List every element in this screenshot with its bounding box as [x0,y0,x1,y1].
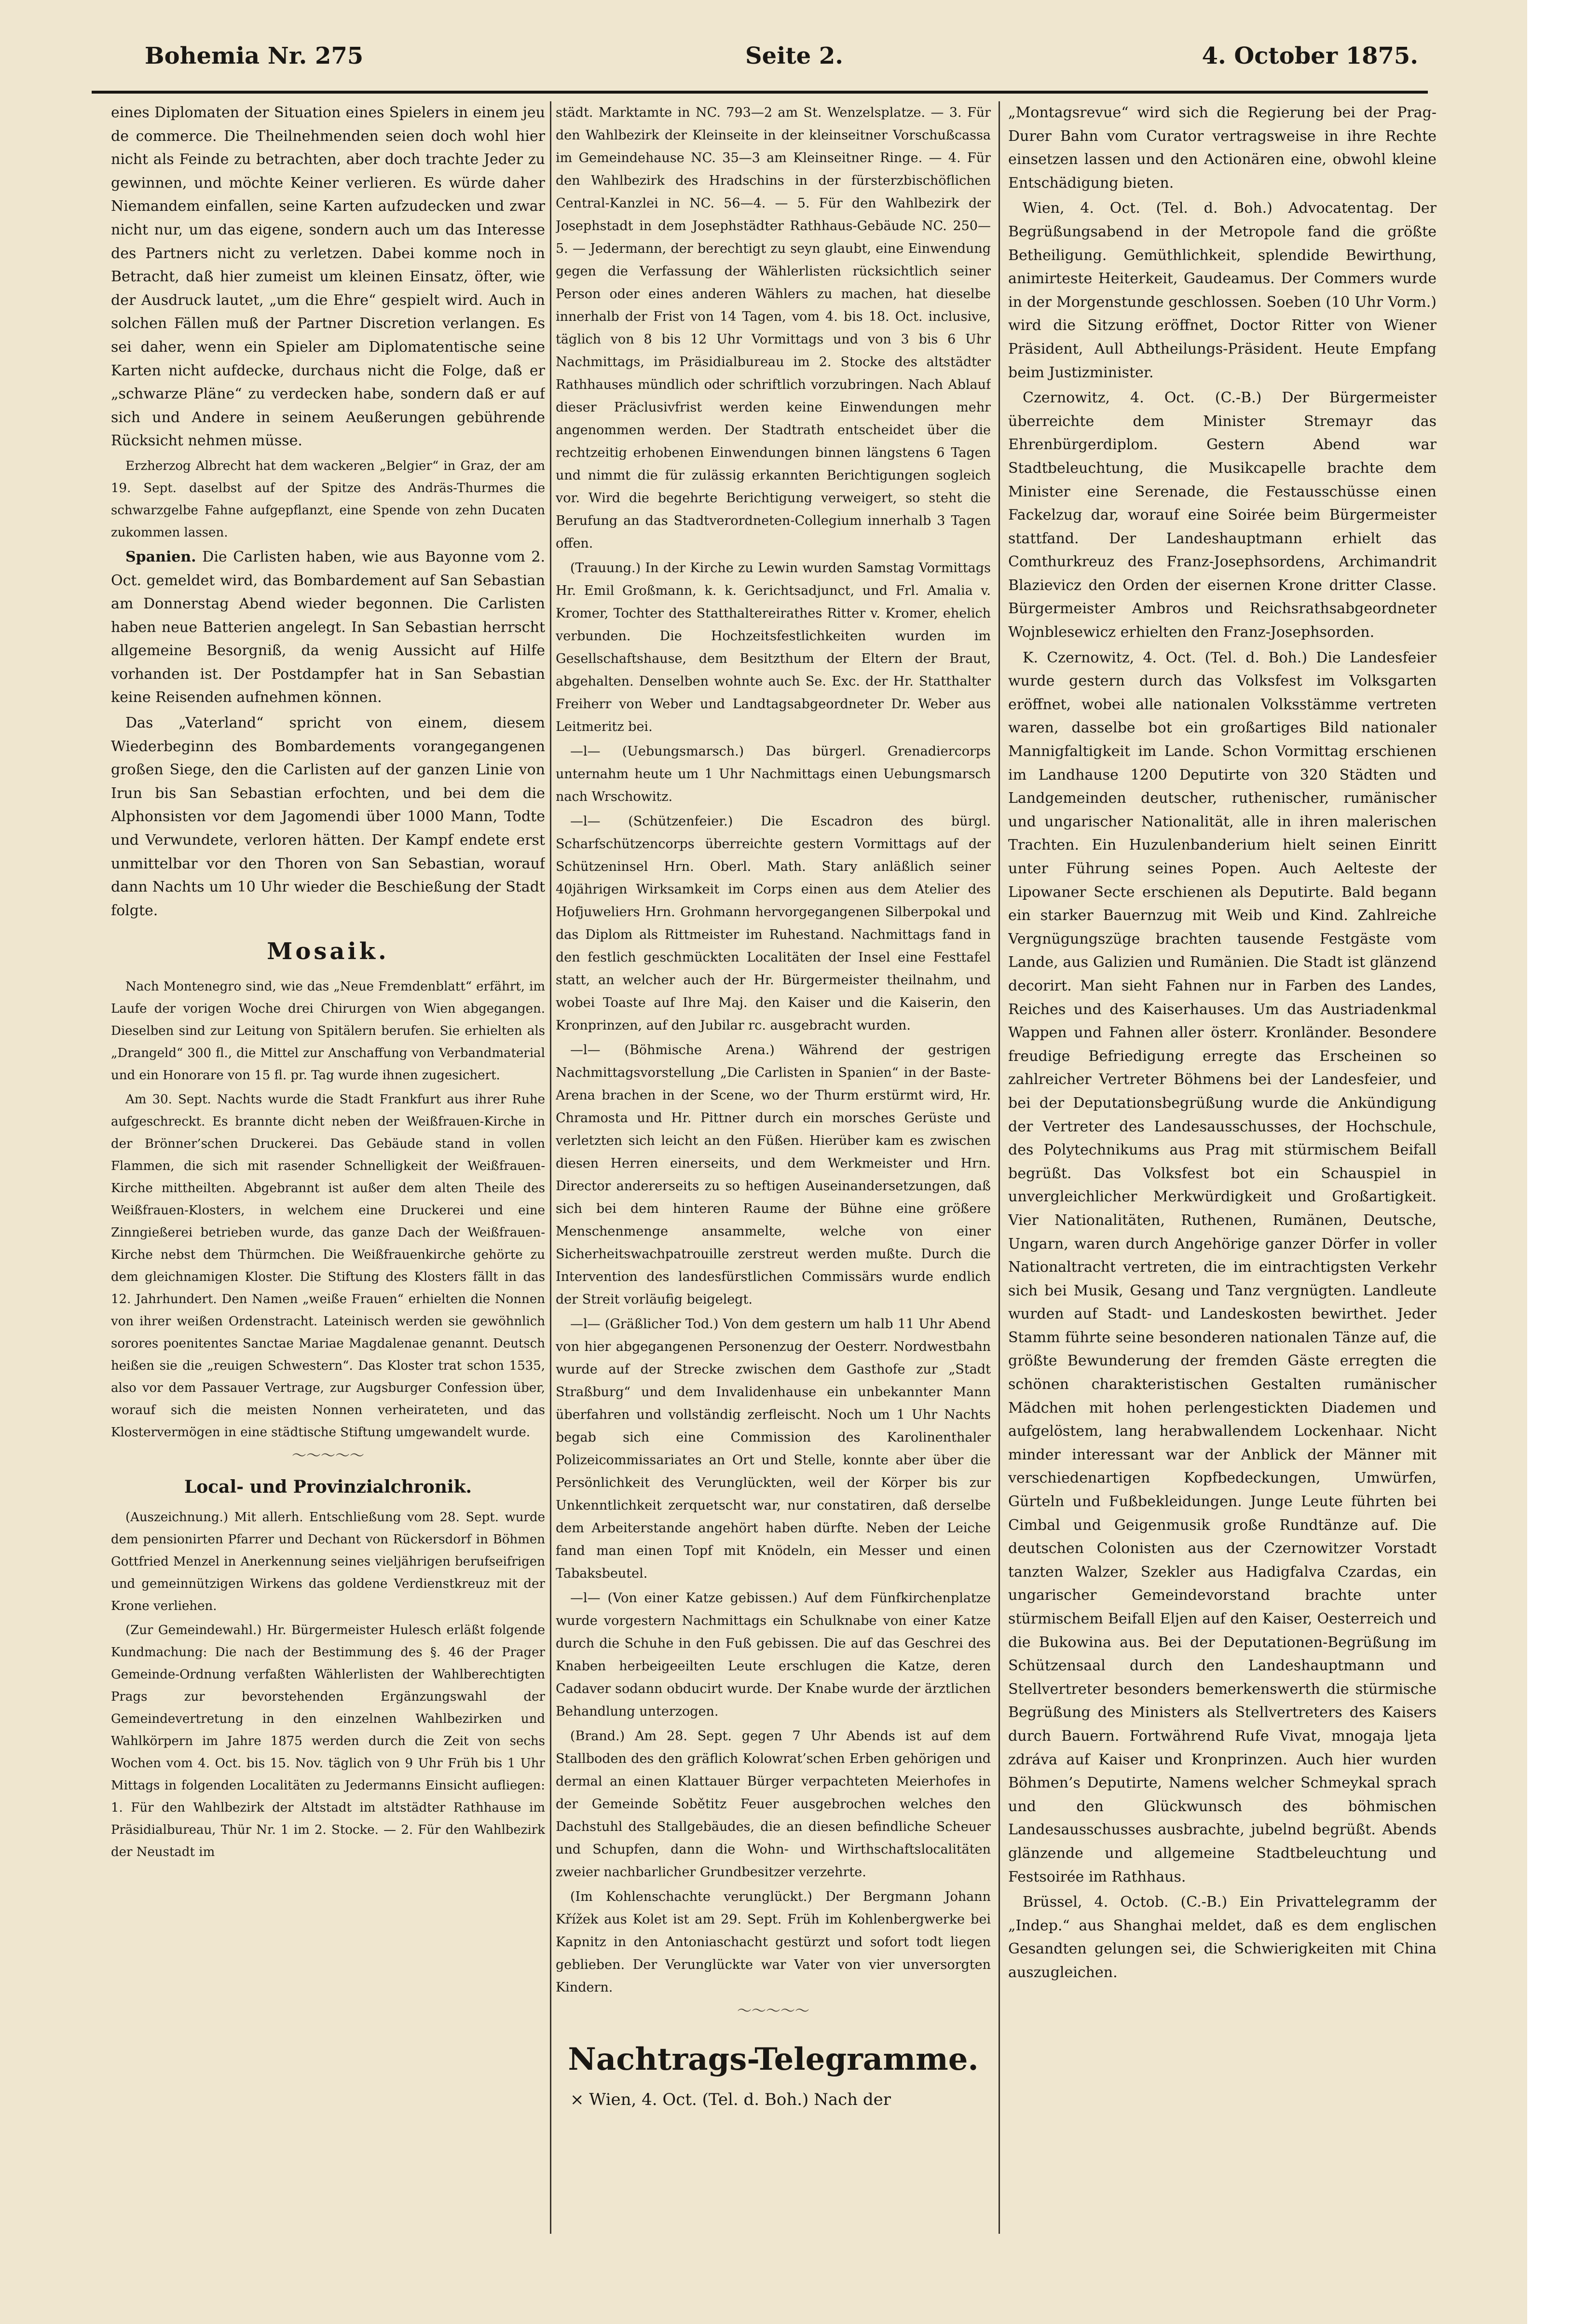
section-heading: Nachtrags-Telegramme. [568,2041,979,2077]
article-text: Die Carlisten haben, wie aus Bayonne vom 2. Oct. gemeldet wird, das Bombardement auf San Sebastian am Donnerstag Abend wieder begonnen. Die Carlisten haben neue Batterien angelegt. In San Sebastian herrscht allgemeine Besorgniß, da wenig Aussicht auf Hilfe vorhanden ist. Der Postdampfer hat in San Sebastian keine Reisenden aufnehmen können. [111,548,545,706]
article-paragraph: K. Czernowitz, 4. Oct. (Tel. d. Boh.) Die Landesfeier wurde gestern durch das Volksfest im Volksgarten eröffnet, wobei alle nationalen Volksstämme vertreten waren, dasselbe bot ein großartiges Bild nationaler Mannigfaltigkeit im Lande. Schon Vormittag erschienen im Landhause 1200 Deputirte von 320 Städten und Landgemeinden deutscher, ruthenischer, rumänischer und ungarischer Nationalität, alle in ihren malerischen Trachten. Ein Huzulenbanderium hielt seinen Einritt unter Führung seines Popen. Auch Aelteste der Lipowaner Secte erschienen als Deputirte. Bald begann ein starker Bauernzug mit Weib und Kind. Zahlreiche Vergnügungszüge brachten tausende Festgäste vom Lande, aus Galizien und Rumänien. Die Stadt ist glänzend decorirt. Man sieht Fahnen nur in Farben des Landes, Reiches und des Kaiserhauses. Um das Austriadenkmal Wappen und Fahnen aller österr. Kronländer. Besondere freudige Befriedigung erregte das Erscheinen so zahlreicher Vertreter Böhmens bei der Landesfeier, und bei der Deputationsbegrüßung wurde die Ankündigung der Vertreter des Landesausschusses, der Hochschule, des Polytechnikums aus Prag mit stürmischem Beifall begrüßt. Das Volksfest bot ein Schauspiel in unvergleichlicher Merkwürdigkeit und Großartigkeit. Vier Nationalitäten, Ruthenen, Rumänen, Deutsche, Ungarn, waren durch Angehörige ganzer Dörfer in voller Nationaltracht vertreten, die im eintrachtigsten Verkehr sich bei Musik, Gesang und Tanz vergnügten. Landleute wurden auf Stadt- und Landeskosten bewirthet. Jeder Stamm führte seine besonderen nationalen Tänze auf, die größte Bewunderung der fremden Gäste erregten die schönen charakteristischen Gestalten rumänischer Mädchen mit hohen perlengestickten Diademen und aufgelöstem, lang herabwallendem Lockenhaar. Nicht minder interessant war der Anblick der Männer mit verschiedenartigen Kopfbedeckungen, Umwürfen, Gürteln und Fußbekleidungen. Junge Leute führten bei Cimbal und Geigenmusik große Rundtänze auf. Die deutschen Colonisten aus der Czernowitzer Vorstadt tanzten Walzer, Szekler aus Hadigfalva Czardas, ein ungarischer Gemeindevorstand brachte unter stürmischem Beifall Eljen auf den Kaiser, Oesterreich und die Bukowina aus. Bei der Deputationen-Begrüßung im Schützensaal durch den Landeshauptmann und Stellvertreter besonders bemerkenswerth die stürmische Begrüßung des Ministers als Stellvertreters des Kaisers durch Bauern. Fortwährend Rufe Vivat, mnogaja ljeta zdráva auf Kaiser und Kronprinzen. Auch hier wurden Böhmen’s Deputirte, Namens welcher Schmeykal sprach und den Glückwunsch des böhmischen Landesausschusses ausbrachte, jubelnd begrüßt. Abends glänzende und allgemeine Stadtbeleuchtung und Festsoirée im Rathhaus. [1008,649,1437,1885]
article-paragraph: Czernowitz, 4. Oct. (C.-B.) Der Bürgermeister überreichte dem Minister Stremayr das Ehrenbürgerdiplom. Gestern Abend war Stadtbeleuchtung, die Musikcapelle brachte dem Minister eine Serenade, die Festausschüsse einen Fackelzug dar, worauf eine Soirée beim Bürgermeister stattfand. Der Landeshauptmann erhielt das Comthurkreuz des Franz-Josephsordens, Archimandrit Blazievicz den Orden der eisernen Krone dritter Classe. Bürgermeister Ambros und Reichsrathsabgeordneter Wojnblesewicz erhielten den Franz-Josephsorden. [1008,389,1437,641]
article-paragraph: (Auszeichnung.) Mit allerh. Entschließung vom 28. Sept. wurde dem pensionirten Pfarrer und Dechant von Rückersdorf in Böhmen Gottfried Menzel in Anerkennung seines vieljährigen berufseifrigen und gemeinnützigen Wirkens das goldene Verdienstkreuz mit der Krone verliehen. [111,1510,545,1614]
article-paragraph: —l— (Schützenfeier.) Die Escadron des bürgl. Scharfschützencorps überreichte gestern Vormittags auf der Schützeninsel Hrn. Oberl. Math. Stary anläßlich seiner 40jährigen Wirksamkeit im Corps einen aus dem Atelier des Hofjuweliers Hrn. Grohmann hervorgegangenen Silberpokal und das Diplom als Rittmeister im Ruhestand. Nachmittags fand in den festlich geschmückten Localitäten der Insel eine Festtafel statt, an welcher auch der Hr. Bürgermeister theilnahm, und wobei Toaste auf Ihre Maj. den Kaiser und die Kaiserin, den Kronprinzen, auf den Jubilar rc. ausgebracht wurden. [556,814,991,1033]
article-paragraph: —l— (Gräßlicher Tod.) Von dem gestern um halb 11 Uhr Abend von hier abgegangenen Personenzug der Oesterr. Nordwestbahn wurde auf der Strecke zwischen dem Gasthofe zur „Stadt Straßburg“ und dem Invalidenhause ein unbekannter Mann überfahren und vollständig zerfleischt. Noch um 1 Uhr Nachts begab sich eine Commission des Karolinenthaler Polizeicommissariates an Ort und Stelle, konnte aber über die Persönlichkeit des Verunglückten, weil der Körper bis zur Unkenntlichkeit zerquetscht war, nur constatiren, daß derselbe dem Arbeiterstande angehört haben dürfte. Neben der Leiche fand man einen Topf mit Knödeln, ein Messer und einen Tabaksbeutel. [556,1317,991,1581]
article-paragraph: (Im Kohlenschachte verunglückt.) Der Bergmann Johann Křížek aus Kolet ist am 29. Sept. Früh im Kohlenbergwerke bei Kapnitz in den Antoniaschacht gestürzt und sofort todt liegen geblieben. Der Verunglückte war Vater von vier unversorgten Kindern. [556,1889,991,1995]
column-1 [111,101,545,2234]
column-2 [556,101,991,2234]
article-paragraph: Nach Montenegro sind, wie das „Neue Fremdenblatt“ erfährt, im Laufe der vorigen Woche drei Chirurgen von Wien abgegangen. Dieselben sind zur Leitung von Spitälern berufen. Sie erhielten als „Drangeld“ 300 fl., die Mittel zur Anschaffung von Verbandmaterial und ein Honorare von 15 fl. pr. Tag wurde ihnen zugesichert. [111,979,545,1083]
article-lead: Spanien. [125,548,196,565]
section-heading: Local- und Provinzialchronik. [184,1477,472,1498]
article-paragraph: Brüssel, 4. Octob. (C.-B.) Ein Privattelegramm der „Indep.“ aus Shanghai meldet, daß es dem englischen Gesandten gelungen sei, die Schwierigkeiten mit China auszugleichen. [1008,1894,1437,1981]
article-paragraph: städt. Marktamte in NC. 793—2 am St. Wenzelsplatze. — 3. Für den Wahlbezirk der Kleinseite in der kleinseitner Vorschußcassa im Gemeindehause NC. 35—3 am Kleinseitner Ringe. — 4. Für den Wahlbezirk des Hradschins in der fürsterzbischöflichen Central-Kanzlei in NC. 56—4. — 5. Für den Wahlbezirk der Josephstadt in dem Josephstädter Rathhaus-Gebäude NC. 250—5. — Jedermann, der berechtigt zu seyn glaubt, eine Einwendung gegen die Verfassung der Wählerlisten rücksichtlich seiner Person oder eines anderen Wählers zu machen, hat dieselbe innerhalb der Frist von 14 Tagen, vom 4. bis 18. Oct. inclusive, täglich von 8 bis 12 Uhr Vormittags und von 3 bis 6 Uhr Nachmittags, im Präsidialbureau im 2. Stocke des altstädter Rathhauses mündlich oder schriftlich vorzubringen. Nach Ablauf dieser Präclusivfrist werden keine Einwendungen mehr angenommen werden. Der Stadtrath entscheidet über die rechtzeitig erhobenen Einwendungen binnen längstens 6 Tagen und nimmt die für zulässig erkannten Berichtigungen sogleich vor. Wird die begehrte Berichtigung verweigert, so steht die Berufung an das Stadtverordneten-Collegium innerhalb 3 Tagen offen. [556,105,991,551]
article-paragraph: Das „Vaterland“ spricht von einem, diesem Wiederbeginn des Bombardements vorangegangenen großen Siege, den die Carlisten auf der ganzen Linie von Irun bis San Sebastian erfochten, und bei dem die Alphonsisten vor dem Jagomendi über 1000 Mann, Todte und Verwundete, verloren hätten. Der Kampf endete erst unmittelbar vor den Thoren von San Sebastian, worauf dann Nachts um 10 Uhr wieder die Beschießung der Stadt folgte. [111,715,545,919]
article-paragraph: —l— (Böhmische Arena.) Während der gestrigen Nachmittagsvorstellung „Die Carlisten in Spanien“ in der Baste-Arena brachen in der Scene, wo der Thurm erstürmt wird, Hr. Chramosta und Hr. Pittner durch ein morsches Gerüste und verletzten sich leicht an den Füßen. Hierüber kam es zwischen diesen Herren einerseits, und dem Werkmeister und Hrn. Director andererseits zu so heftigen Auseinandersetzungen, daß sich bei dem hinteren Raume der Bühne eine größere Menschenmenge ansammelte, welche von einer Sicherheitswachpatrouille zerstreut werden mußte. Durch die Intervention des landesfürstlichen Commissärs wurde endlich der Streit vorläufig beigelegt. [556,1043,991,1307]
article-paragraph: —l— (Von einer Katze gebissen.) Auf dem Fünfkirchenplatze wurde vorgestern Nachmittags ein Schulknabe von einer Katze durch die Schuhe in den Fuß gebissen. Die auf das Geschrei des Knaben herbeigeeilten Leute erschlugen die Katze, deren Cadaver sodann obducirt wurde. Der Knabe wurde der ärztlichen Behandlung unterzogen. [556,1591,991,1719]
column-divider [550,101,551,2234]
article-paragraph: (Trauung.) In der Kirche zu Lewin wurden Samstag Vormittags Hr. Emil Großmann, k. k. Gerichtsadjunct, und Frl. Amalia v. Kromer, Tochter des Statthaltereirathes Ritter v. Kromer, ehelich verbunden. Die Hochzeitsfestlichkeiten wurden im Gesellschaftshause, dem Besitzthum der Eltern der Braut, abgehalten. Denselben wohnte auch Se. Exc. der Hr. Statthalter Freiherr von Weber und Landtagsabgeordneter Dr. Weber aus Leitmeritz bei. [556,561,991,734]
scan-margin [1527,0,1574,2324]
issue-date: 4. October 1875. [1202,42,1418,69]
article-paragraph: (Zur Gemeindewahl.) Hr. Bürgermeister Hulesch erläßt folgende Kundmachung: Die nach der Bestimmung des §. 46 der Prager Gemeinde-Ordnung verfaßten Wählerlisten der Wahlberechtigten Prags zur bevorstehenden Ergänzungswahl der Gemeindevertretung in den einzelnen Wahlbezirken und Wahlkörpern im Jahre 1875 werden durch die Zeit von sechs Wochen vom 4. Oct. bis 15. Nov. täglich von 9 Uhr Früh bis 1 Uhr Mittags in folgenden Localitäten zu Jedermanns Einsicht aufliegen: 1. Für den Wahlbezirk der Altstadt im altstädter Rathhause im Präsidialbureau, Thür Nr. 1 im 2. Stocke. — 2. Für den Wahlbezirk der Neustadt im [111,1623,545,1860]
page-number: Seite 2. [745,42,843,69]
masthead-issue: Bohemia Nr. 275 [145,42,364,69]
article-paragraph [111,546,545,710]
article-paragraph: Wien, 4. Oct. (Tel. d. Boh.) Advocatentag. Der Begrüßungsabend in der Metropole fand die größte Betheiligung. Gemüthlichkeit, splendide Bewirthung, animirteste Heiterkeit, Gaudeamus. Der Commers wurde in der Morgenstunde geschlossen. Soeben (10 Uhr Vorm.) wird die Sitzung eröffnet, Doctor Ritter von Wiener Präsident, Aull Abtheilungs-Präsident. Heute Empfang beim Justizminister. [1008,200,1437,381]
ornamental-divider: 〜〜〜〜〜 [737,2003,809,2020]
section-heading: Mosaik. [267,938,389,965]
column-3 [1008,101,1437,2234]
header-rule [92,91,1428,94]
article-paragraph: —l— (Uebungsmarsch.) Das bürgerl. Grenadiercorps unternahm heute um 1 Uhr Nachmittags einen Uebungsmarsch nach Wrschowitz. [556,744,991,804]
ornamental-divider: 〜〜〜〜〜 [292,1447,364,1465]
article-paragraph: (Brand.) Am 28. Sept. gegen 7 Uhr Abends ist auf dem Stallboden des den gräflich Kolowrat’schen Erben gehörigen und dermal an einen Klattauer Bürger verpachteten Meierhofes in der Gemeinde Sobětitz Feuer ausgebrochen welches den Dachstuhl des Stallgebäudes, die an diesen befindliche Scheuer und Schupfen, dann die Wohn- und Wirthschaftslocalitäten zweier nachbarlicher Grundbesitzer verzehrte. [556,1729,991,1880]
article-paragraph: Erzherzog Albrecht hat dem wackeren „Belgier“ in Graz, der am 19. Sept. daselbst auf der Spitze des Andräs-Thurmes die schwarzgelbe Fahne aufgepflanzt, eine Spende von zehn Ducaten zukommen lassen. [111,458,545,540]
article-paragraph: Am 30. Sept. Nachts wurde die Stadt Frankfurt aus ihrer Ruhe aufgeschreckt. Es brannte dicht neben der Weißfrauen-Kirche in der Brönner’schen Druckerei. Das Gebäude stand in vollen Flammen, die sich mit rasender Schnelligkeit der Weißfrauen-Kirche mittheilten. Abgebrannt ist außer dem alten Theile des Weißfrauen-Klosters, in welchem eine Druckerei und eine Zinngießerei betrieben wurde, das ganze Dach der Weißfrauen-Kirche nebst dem Thürmchen. Die Weißfrauenkirche gehörte zu dem gleichnamigen Kloster. Die Stiftung des Klosters fällt in das 12. Jahrhundert. Den Namen „weiße Frauen“ erhielten die Nonnen von ihrer weißen Ordenstracht. Lateinisch werden sie gewöhnlich sorores poenitentes Sanctae Mariae Magdalenae genannt. Deutsch heißen sie die „reuigen Schwestern“. Das Kloster trat schon 1535, also vor dem Passauer Vertrage, zur Augsburger Confession über, worauf sich die meisten Nonnen verheirateten, und das Klostervermögen in eine städtische Stiftung umgewandelt wurde. [111,1092,545,1440]
article-paragraph: eines Diplomaten der Situation eines Spielers in einem jeu de commerce. Die Theilnehmenden seien doch wohl hier nicht als Feinde zu betrachten, aber doch trachte Jeder zu gewinnen, und möchte Keiner verlieren. Es würde daher Niemandem einfallen, seine Karten aufzudecken und zwar nicht nur, um das eigene, sondern auch um das Interesse des Partners nicht zu verletzen. Dabei komme noch in Betracht, daß hier zumeist um kleinen Einsatz, öfter, wie der Ausdruck lautet, „um die Ehre“ gespielt wird. Auch in solchen Fällen muß der Partner Discretion verlangen. Es sei daher, wenn ein Spieler am Diplomatentische seine Karten nicht aufdecke, durchaus nicht die Folge, daß er „schwarze Pläne“ zu verdecken habe, sondern daß er auf sich und Andere in seinem Aeußerungen gebührende Rücksicht nehmen müsse. [111,104,545,450]
article-paragraph: × Wien, 4. Oct. (Tel. d. Boh.) Nach der [570,2090,891,2109]
article-paragraph: „Montagsrevue“ wird sich die Regierung bei der Prag-Durer Bahn vom Curator vertragsweise in ihre Rechte einsetzen lassen und den Actionären eine, obwohl kleine Entschädigung bieten. [1008,104,1437,192]
column-divider [999,101,1000,2234]
page-header [145,38,1418,76]
